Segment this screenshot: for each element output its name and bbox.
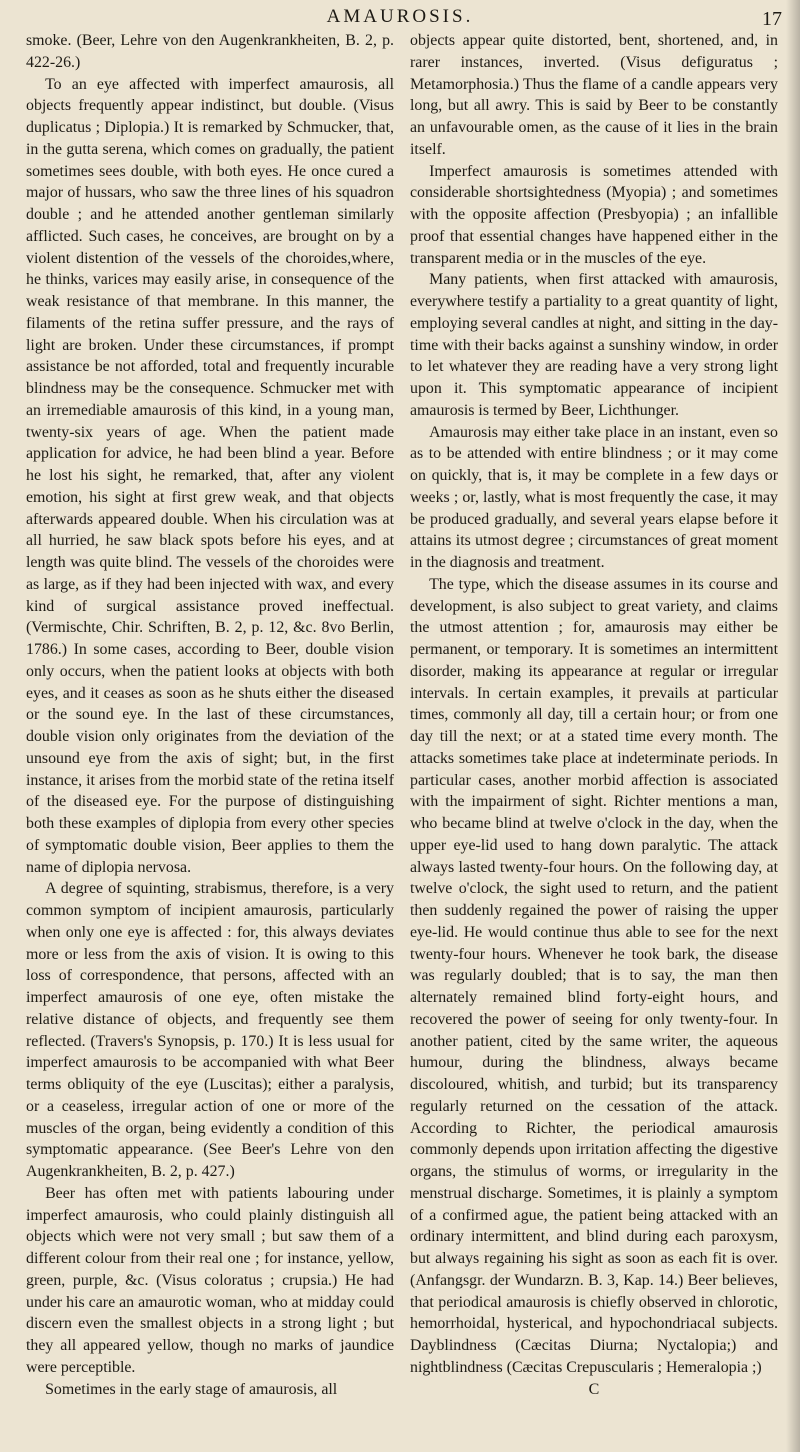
page-header <box>0 2 800 32</box>
right-column <box>410 30 778 1400</box>
paragraph: Many patients, when first attacked with amaurosis, everywhere testify a partiality to a great quantity of light, employing several candles at night, and sitting in the day-time with their backs against a sunshiny window, in order to let whatever they are reading have a very strong light upon it. This symptomatic appearance of incipient amaurosis is termed by Beer, Lichthunger. <box>410 271 778 419</box>
paragraph: objects appear quite distorted, bent, shortened, and, in rarer instances, inverted. (Visus defiguratus ; Metamorphosia.) Thus the flame of a candle appears very long, but all awry. This is said by Beer to be constantly an unfavourable omen, as the cause of it lies in the brain itself. <box>410 32 778 158</box>
page-edge-shadow <box>786 0 800 1452</box>
page-number: 17 <box>762 8 782 30</box>
paragraph: A degree of squinting, strabismus, therefore, is a very common symptom of incipient amaurosis, particularly when only one eye is affected : for, this always deviates more or less from the axis of vision. It is owing to this loss of correspondence, that persons, affected with an imperfect amaurosis of one eye, often mistake the relative distance of objects, and frequently see them reflected. (Travers's Synopsis, p. 170.) It is less usual for imperfect amaurosis to be accompanied with what Beer terms obliquity of the eye (Luscitas); either a paralysis, or a ceaseless, irregular action of one or more of the muscles of the organ, being evidently a condition of this symptomatic appearance. (See Beer's Lehre von den Augenkrankheiten, B. 2, p. 427.) <box>26 880 394 1180</box>
paragraph: Beer has often met with patients labouring under imperfect amaurosis, who could plainly distinguish all objects which were not very small ; but saw them of a different colour from their real one ; for instance, yellow, green, purple, &c. (Visus coloratus ; crupsia.) He had under his care an amaurotic woman, who at midday could discern even the smallest objects in a strong light ; but they all appeared yellow, though no marks of jaundice were perceptible. <box>26 1184 395 1376</box>
running-title: AMAUROSIS. <box>326 6 474 27</box>
left-column <box>26 30 394 1400</box>
paragraph: Amaurosis may either take place in an instant, even so as to be attended with entire blindness ; or it may come on quickly, that is, it may be complete in a few days or weeks ; or, lastly, what is most frequently the case, it may be produced gradually, and several years elapse before it attains its utmost degree ; circumstances of great moment in the diagnosis and treatment. <box>410 423 778 571</box>
paragraph: smoke. (Beer, Lehre von den Augenkrankheiten, B. 2, p. 422-26.) <box>26 32 394 71</box>
paragraph: Sometimes in the early stage of amaurosis, all <box>45 1380 338 1398</box>
paragraph: The type, which the disease assumes in its course and development, is also subject to great variety, and claims the utmost attention ; for, amaurosis may either be permanent, or temporary. It is sometimes an intermittent disorder, making its appearance at regular or irregular intervals. In certain examples, it prevails at particular times, commonly all day, till a certain hour; or from one day till the next; or at a stated time every month. The attacks sometimes take place at indeterminate periods. In particular cases, another morbid affection is associated with the impairment of sight. Richter mentions a man, who became blind at twelve o'clock in the day, when the upper eye-lid used to hang down paralytic. The attack always lasted twenty-four hours. On the following day, at twelve o'clock, the sight used to return, and the patient then suddenly regained the power of raising the upper eye-lid. He would continue thus able to see for the next twenty-four hours. Whenever he took bark, the disease was regularly doubled; that is to say, the man then alternately remained blind forty-eight hours, and recovered the power of seeing for only twenty-four. In another patient, cited by the same writer, the aqueous humour, during the blindness, always became discoloured, whitish, and turbid; but its transparency regularly returned on the cessation of the attack. According to Richter, the periodical amaurosis commonly depends upon irritation affecting the digestive organs, the stimulus of worms, or irregularity in the menstrual discharge. Sometimes, it is plainly a symptom of a confirmed ague, the patient being attacked with an ordinary intermittent, and blind during each paroxysm, but always regaining his sight as soon as each fit is over. (Anfangsgr. der Wundarzn. B. 3, Kap. 14.) Beer believes, that periodical amaurosis is chiefly observed in chlorotic, hemorrhoidal, hysterical, and hypochondriacal subjects. Dayblindness (Cæcitas Diurna; Nyctalopia;) and nightblindness (Cæcitas Crepuscularis ; Hemeralopia ;) <box>410 575 778 1376</box>
paragraph: To an eye affected with imperfect amaurosis, all objects frequently appear indistinct, but double. (Visus duplicatus ; Diplopia.) It is remarked by Schmucker, that, in the gutta serena, which comes on gradually, the patient sometimes sees double, with both eyes. He once cured a major of hussars, who saw the three lines of his squadron double ; and he attended another gentleman similarly afflicted. Such cases, he conceives, are brought on by a violent distention of the vessels of the choroides,where, he thinks, varices may easily arise, in consequence of the weak resistance of that membrane. In this manner, the filaments of the retina suffer pressure, and the rays of light are broken. Under these circumstances, if prompt assistance be not afforded, total and frequently incurable blindness may be the consequence. Schmucker met with an irremediable amaurosis of this kind, in a young man, twenty-six years of age. When the patient made application for advice, he had been blind a year. Before he lost his sight, he remarked, that, after any violent emotion, his sight at first grew weak, and that objects afterwards appeared double. When his circulation was at all hurried, he saw black spots before his eyes, and at length was quite blind. The vessels of the choroides were as large, as if they had been injected with wax, and every kind of surgical assistance proved ineffectual. (Vermischte, Chir. Schriften, B. 2, p. 12, &c. 8vo Berlin, 1786.) In some cases, according to Beer, double vision only occurs, when the patient looks at objects with both eyes, and it ceases as soon as he shuts either the diseased or the sound eye. In the last of these circumstances, double vision only originates from the deviation of the unsound eye from the axis of sight; but, in the first instance, it arises from the morbid state of the retina itself of the diseased eye. For the purpose of distinguishing both these examples of diplopia from every other species of symptomatic double vision, Beer applies to them the name of diplopia nervosa. <box>26 75 394 876</box>
signature-mark: C <box>588 1380 600 1398</box>
paragraph: Imperfect amaurosis is sometimes attended with considerable shortsightedness (Myopia) ; and sometimes with the opposite affection (Presbyopia) ; an infallible proof that essential changes have happened either in the transparent media or in the muscles of the eye. <box>410 162 778 267</box>
